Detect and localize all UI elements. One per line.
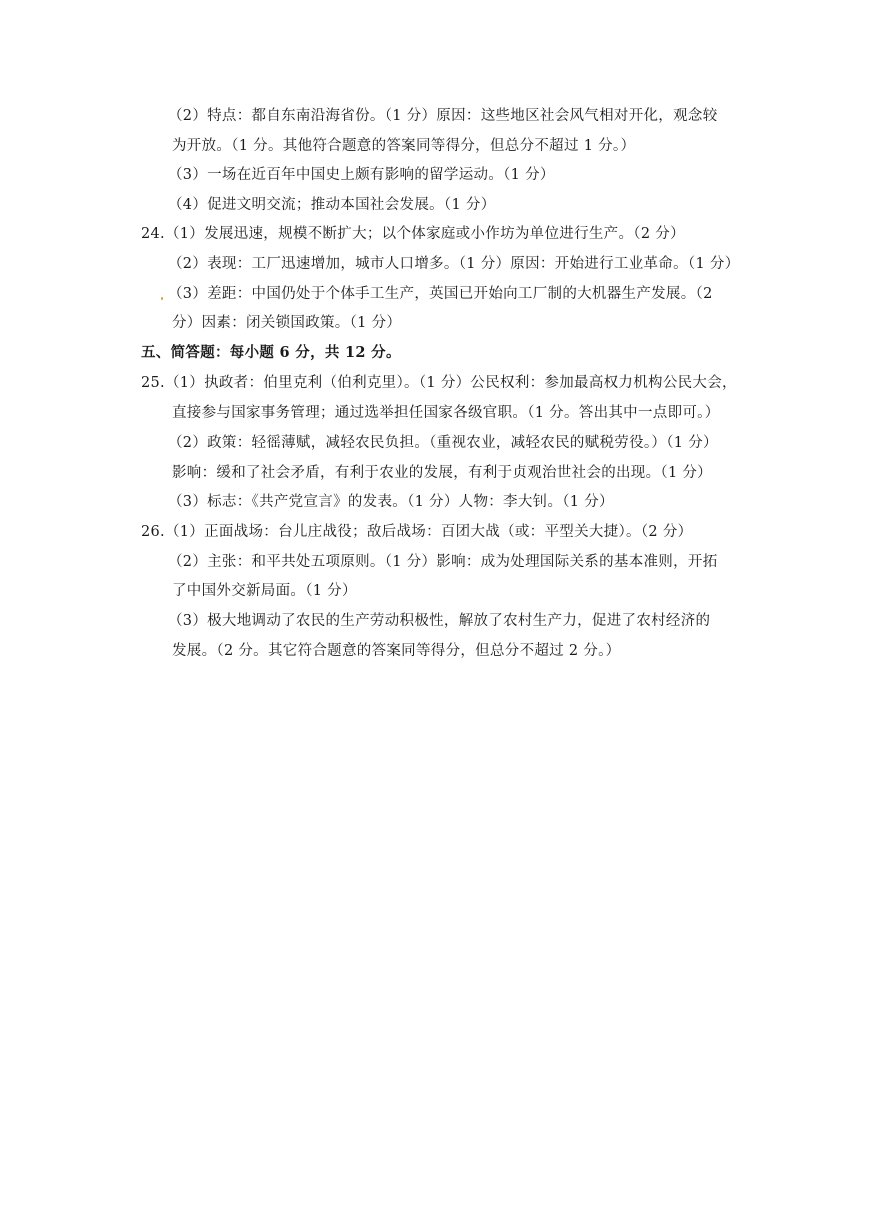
answer-line: （2）主张：和平共处五项原则。（1 分）影响：成为处理国际关系的基本准则，开拓 xyxy=(168,554,718,570)
answer-line: （2）特点：都自东南沿海省份。（1 分）原因：这些地区社会风气相对开化，观念较 xyxy=(168,108,718,124)
answer-line: 分）因素：闭关锁国政策。（1 分） xyxy=(172,315,402,331)
question-26-line: 26.（1）正面战场：台儿庄战役；敌后战场：百团大战（或：平型关大捷）。（2 分） xyxy=(141,524,693,540)
answer-line: （3）标志：《共产党宣言》的发表。（1 分）人物：李大钊。（1 分） xyxy=(168,494,614,510)
question-24-line: 24.（1）发展迅速，规模不断扩大；以个体家庭或小作坊为单位进行生产。（2 分） xyxy=(141,226,685,242)
answer-line: （3）差距：中国仍处于个体手工生产，英国已开始向工厂制的大机器生产发展。（2 xyxy=(168,286,713,302)
answer-line: 发展。（2 分。其它符合题意的答案同等得分，但总分不超过 2 分。） xyxy=(172,643,621,659)
question-25-line: 25.（1）执政者：伯里克利（伯利克里）。（1 分）公民权利：参加最高权力机构公民大会， xyxy=(141,375,737,391)
answer-line: 直接参与国家事务管理；通过选举担任国家各级官职。（1 分。答出其中一点即可。） xyxy=(172,405,720,421)
answer-line: （2）表现：工厂迅速增加，城市人口增多。（1 分）原因：开始进行工业革命。（1 分） xyxy=(168,256,740,272)
answer-line: （4）促进文明交流；推动本国社会发展。（1 分） xyxy=(168,197,496,213)
answer-line: （2）政策：轻徭薄赋，减轻农民负担。（重视农业，减轻农民的赋税劳役。）（1 分） xyxy=(168,435,718,451)
answer-line: （3）一场在近百年中国史上颇有影响的留学运动。（1 分） xyxy=(168,167,555,183)
section-heading: 五、简答题：每小题 6 分，共 12 分。 xyxy=(141,344,401,361)
answer-line: 影响：缓和了社会矛盾，有利于农业的发展，有利于贞观治世社会的出现。（1 分） xyxy=(172,465,712,481)
stray-mark xyxy=(161,297,163,300)
answer-line: 了中国外交新局面。（1 分） xyxy=(172,583,357,599)
answer-line: （3）极大地调动了农民的生产劳动积极性，解放了农村生产力，促进了农村经济的 xyxy=(168,613,711,629)
answer-line: 为开放。（1 分。其他符合题意的答案同等得分，但总分不超过 1 分。） xyxy=(172,138,636,154)
